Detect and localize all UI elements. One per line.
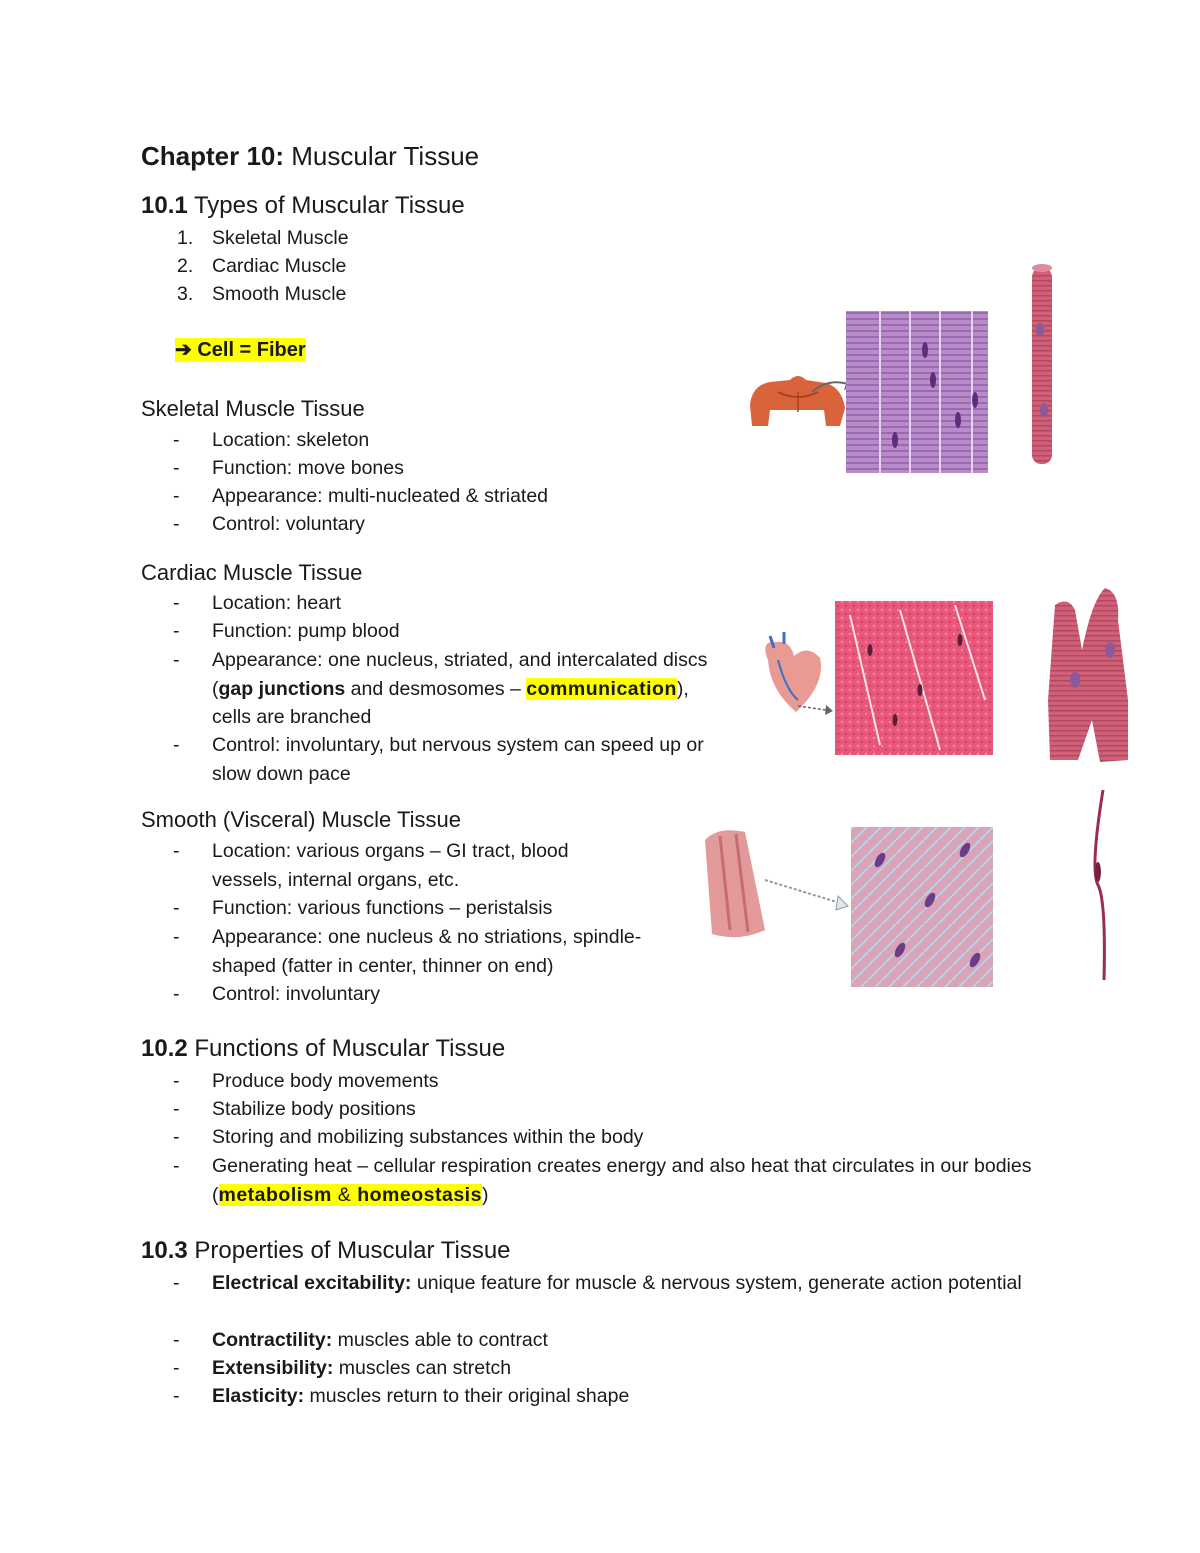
list-item: - Produce body movements (173, 1070, 439, 1092)
cardiac-heading: Cardiac Muscle Tissue (141, 560, 363, 585)
list-item: - Location: heart (173, 592, 342, 614)
cardiac-micrograph (835, 601, 993, 755)
arrow-icon (765, 880, 840, 903)
vessel-icon (705, 830, 765, 937)
list-item: - Elasticity: muscles return to their original shape (173, 1385, 630, 1407)
smooth-micrograph (851, 827, 993, 987)
list-item: - Extensibility: muscles can stretch (173, 1357, 512, 1379)
list-item: - Contractility: muscles able to contract (173, 1329, 548, 1351)
list-item: 1. Skeletal Muscle (177, 227, 349, 249)
section-heading-10-2: 10.2 Functions of Muscular Tissue (141, 1035, 506, 1062)
heart-icon (765, 632, 821, 712)
list-item: - Function: move bones (173, 457, 404, 479)
list-item: - Appearance: one nucleus, striated, and intercalated discs (gap junctions and desmosomes – communication), cells are branched (173, 649, 708, 728)
arrow-icon (798, 706, 826, 710)
arrow-head-icon (836, 896, 848, 910)
skeletal-micrograph (846, 311, 988, 473)
list-item: - Function: various functions – peristalsis (173, 897, 553, 919)
list-item: 3. Smooth Muscle (177, 283, 347, 305)
list-item: - Location: various organs – GI tract, blood vessels, internal organs, etc. (173, 840, 569, 891)
list-item: - Electrical excitability: unique feature for muscle & nervous system, generate action potential (173, 1272, 1022, 1294)
list-item: - Control: voluntary (173, 513, 365, 535)
smooth-spindle-cell (1095, 790, 1104, 980)
skeletal-heading: Skeletal Muscle Tissue (141, 396, 365, 421)
list-item: - Control: involuntary (173, 983, 380, 1005)
list-item: - Stabilize body positions (173, 1098, 416, 1120)
spindle-nucleus (1095, 862, 1101, 882)
cardiac-cells (1048, 588, 1128, 762)
list-item: - Generating heat – cellular respiration creates energy and also heat that circulates in our bodies (metabolism & homeostasis) (173, 1155, 1032, 1206)
arrow-head-icon (825, 705, 833, 715)
list-item: - Storing and mobilizing substances within the body (173, 1126, 644, 1148)
list-item: - Appearance: multi-nucleated & striated (173, 485, 549, 507)
list-item: - Appearance: one nucleus & no striations, spindle-shaped (fatter in center, thinner on end) (173, 926, 642, 977)
list-item: - Control: involuntary, but nervous system can speed up or slow down pace (173, 734, 704, 785)
list-item: - Function: pump blood (173, 620, 400, 642)
fiber-note: ➔ Cell = Fiber (175, 339, 306, 361)
smooth-heading: Smooth (Visceral) Muscle Tissue (141, 807, 461, 832)
list-item: - Location: skeleton (173, 429, 370, 451)
skeletal-fiber (1032, 264, 1052, 464)
section-heading-10-3: 10.3 Properties of Muscular Tissue (141, 1237, 511, 1264)
list-item: 2. Cardiac Muscle (177, 255, 347, 277)
section-heading-10-1: 10.1 Types of Muscular Tissue (141, 192, 465, 219)
page-title: Chapter 10: Muscular Tissue (141, 141, 480, 171)
